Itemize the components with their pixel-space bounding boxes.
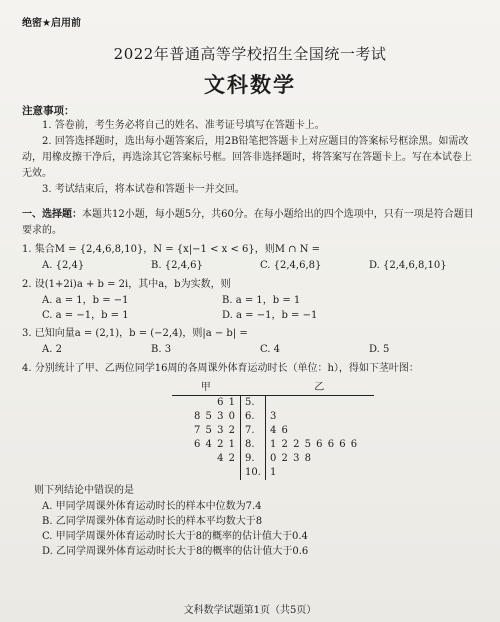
question-3-stem: 3. 已知向量a = (2,1)，b = (−2,4)，则|a − b| = [22,328,248,339]
stem-value: 9. [241,452,266,466]
q1-option-d: D. {2,4,6,8,10} [369,260,447,271]
stem-value: 7. [241,424,266,438]
leaf-left: 6 4 2 1 [194,439,236,450]
stem-leaf-right-head: 乙 [266,381,375,396]
leaf-right [266,396,375,411]
page-footer: 文科数学试题第1页（共5页） [183,605,317,616]
leaf-right: 4 6 [270,425,289,436]
leaf-left: 6 1 [217,397,236,408]
table-row [172,466,374,480]
q4-option-c: C. 甲同学周课外体育运动时长大于8的概率的估计值大于0.4 [42,531,308,542]
notice-item-3: 3. 考试结束后，将本试卷和答题卡一并交回。 [42,184,245,195]
q1-option-a: A. {2,4} [42,260,85,271]
table-row [172,424,374,438]
leaf-right: 0 2 3 8 [270,453,312,464]
leaf-left: 8 5 3 0 [194,411,236,422]
q3-option-c: C. 4 [260,344,281,355]
q4-option-d: D. 乙同学周课外体育运动时长大于8的概率的估计值大于0.6 [42,546,309,557]
section-heading-label: 一、选择题： [22,209,82,220]
stem-leaf-table [172,381,374,480]
q3-option-d: D. 5 [369,344,390,355]
stem-leaf-header [172,381,374,396]
exam-title: 2022年普通高等学校招生全国统一考试 [113,45,387,63]
exam-subtitle: 文科数学 [204,73,296,97]
notice-heading: 注意事项： [22,105,75,117]
leaf-left [172,466,241,480]
q1-option-b: B. {2,4,6} [151,260,203,271]
q3-option-a: A. 2 [42,344,62,355]
section-heading [22,207,478,239]
q4-option-a: A. 甲同学周课外体育运动时长的样本中位数为7.4 [42,501,262,512]
leaf-left: 4 2 [217,453,236,464]
q2-option-b: B. a = 1，b = 1 [222,295,301,306]
notice-item-1: 1. 答卷前，考生务必将自己的姓名、准考证号填写在答题卡上。 [42,120,325,131]
question-4-prompt: 则下列结论中错误的是 [34,485,134,496]
q1-option-c: C. {2,4,6,8} [260,260,322,271]
stem-value: 10. [241,466,266,480]
leaf-right: 1 2 2 5 6 6 6 6 [270,439,359,450]
table-row [172,438,374,452]
section-heading-text: 本题共12小题，每小题5分，共60分。在每小题给出的四个选项中，只有一项是符合题目要求的。 [22,209,474,236]
notice-item-2: 2. 回答选择题时，选出每小题答案后，用2B铅笔把答题卡上对应题目的答案标号框涂黑。如需改动，用橡皮擦干净后，再选涂其它答案标号框。回答非选择题时，将答案写在答题卡上。写在本试卷上无效。 [22,136,472,179]
table-row [172,396,374,411]
q2-option-d: D. a = −1，b = −1 [222,310,318,321]
stem-value: 6. [241,410,266,424]
question-4-stem: 4. 分别统计了甲、乙两位同学16周的各周课外体育运动时长（单位：h），得如下茎叶图： [22,363,419,374]
q4-option-b: B. 乙同学周课外体育运动时长的样本平均数大于8 [42,516,263,527]
table-row [172,410,374,424]
question-3-options [22,342,478,358]
leaf-right: 3 [270,411,278,422]
question-2-options [22,293,478,323]
table-row [172,452,374,466]
q2-option-a: A. a = 1，b = −1 [42,295,129,306]
q3-option-b: B. 3 [151,344,172,355]
leaf-left: 7 5 3 2 [194,425,236,436]
stem-leaf-left-head: 甲 [172,381,241,396]
question-1-stem: 1. 集合M = {2,4,6,8,10}，N = {x|−1 < x < 6}，则M ∩ N = [22,244,321,255]
secret-label: 绝密★启用前 [22,18,81,29]
question-2-stem: 2. 设(1+2i)a + b = 2i，其中a，b为实数，则 [22,279,231,290]
leaf-right: 1 [270,467,278,478]
stem-value: 8. [241,438,266,452]
stem-value: 5. [241,396,266,411]
question-1-options [22,258,478,274]
q2-option-c: C. a = −1，b = 1 [42,310,129,321]
